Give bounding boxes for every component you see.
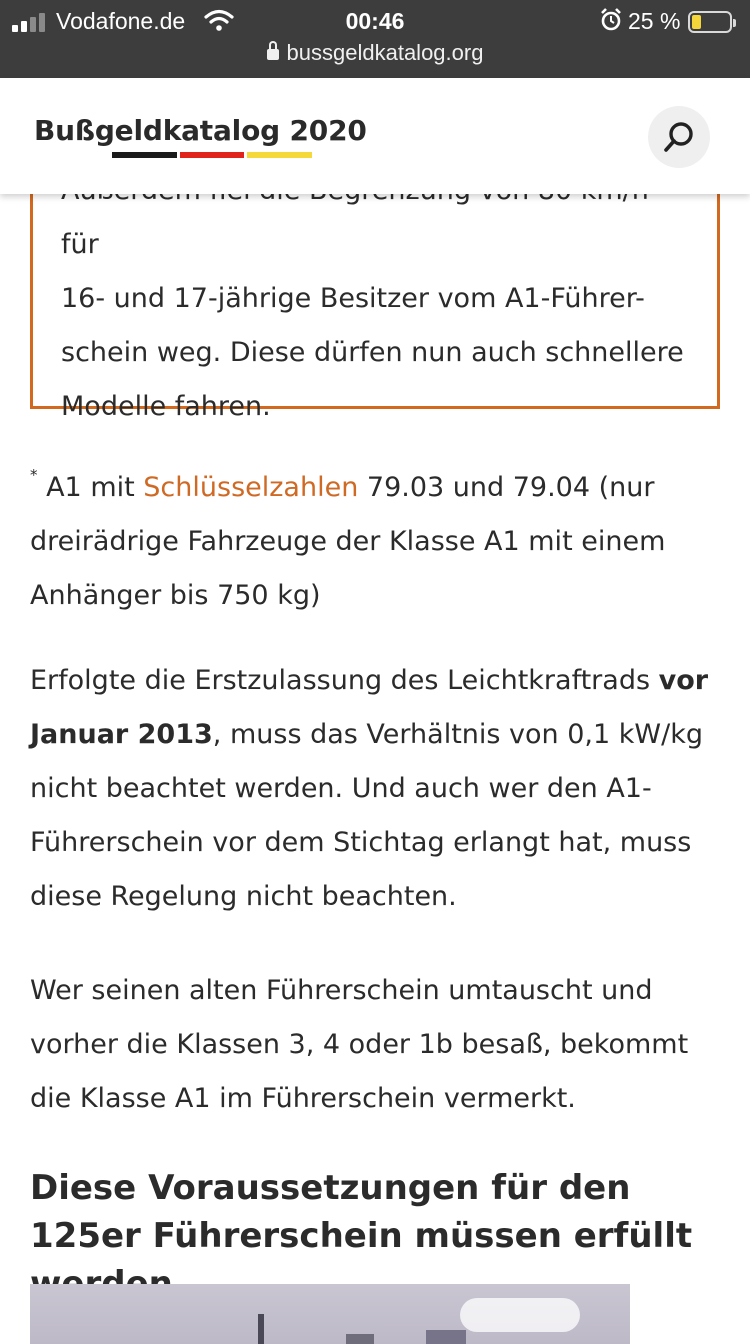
article-content bbox=[0, 194, 750, 1334]
footnote-suffix: 79.03 und 79.04 (nur dreirädrige Fahrzeuge der Klasse A1 mit einem Anhänger bis 750 kg) bbox=[30, 472, 666, 611]
battery-tip bbox=[733, 19, 736, 27]
flag-stripe-black bbox=[112, 152, 177, 158]
alarm-icon bbox=[600, 8, 622, 32]
notice-line: für bbox=[61, 229, 99, 260]
carrier-name: Vodafone.de bbox=[56, 8, 186, 34]
search-button[interactable] bbox=[648, 106, 710, 168]
lock-icon bbox=[267, 47, 279, 61]
search-icon bbox=[662, 120, 696, 154]
battery-icon bbox=[688, 11, 732, 33]
notice-text bbox=[61, 164, 691, 434]
notice-line: Modelle fahren. bbox=[61, 391, 271, 422]
para2-bold: vor Januar 2013 bbox=[30, 665, 709, 750]
article-image bbox=[30, 1284, 630, 1344]
image-building bbox=[426, 1330, 466, 1344]
section-heading: Diese Voraussetzungen für den 125er Führerschein müssen erfüllt bbox=[30, 1168, 693, 1256]
para2-post: , muss das Verhältnis von 0,1 kW/kg nicht beachtet werden. Und auch wer den A1-Führerschein vor dem Stichtag erlangt hat, muss diese Regelung nicht beachten. bbox=[30, 719, 703, 912]
notice-line: schein weg. Diese dürfen nun auch schnellere bbox=[61, 337, 684, 368]
site-header bbox=[0, 78, 750, 194]
image-smoke bbox=[460, 1298, 580, 1332]
battery-percentage: 25 % bbox=[628, 8, 681, 34]
schluesselzahlen-link[interactable]: Schlüsselzahlen bbox=[143, 472, 359, 503]
url-bar[interactable] bbox=[0, 40, 750, 66]
battery-fill bbox=[692, 15, 701, 29]
site-logo[interactable] bbox=[34, 114, 367, 147]
footnote-marker: * bbox=[30, 466, 38, 484]
flag-stripe-red bbox=[180, 152, 245, 158]
footnote-paragraph bbox=[30, 448, 720, 623]
image-spire bbox=[258, 1314, 264, 1344]
paragraph-umtausch: Wer seinen alten Führerschein umtauscht und vorher die Klassen 3, 4 oder 1b besaß, bekommt die Klasse A1 im Führerschein vermerkt. bbox=[30, 975, 689, 1114]
clock: 00:46 bbox=[345, 8, 405, 34]
notice-line: 16- und 17-jährige Besitzer vom A1-Führer- bbox=[61, 283, 645, 314]
flag-stripe-gold bbox=[247, 152, 312, 158]
url-text: bussgeldkatalog.org bbox=[286, 40, 484, 65]
flag-stripe bbox=[112, 152, 312, 158]
image-building bbox=[346, 1334, 374, 1344]
logo-text: Bußgeldkatalog 2020 bbox=[34, 114, 367, 147]
footnote-prefix: A1 mit bbox=[37, 472, 144, 503]
para2-pre: Erfolgte die Erstzulassung des Leichtkraftrads bbox=[30, 665, 659, 696]
paragraph-erstzulassung bbox=[30, 654, 720, 924]
status-bar bbox=[0, 0, 750, 78]
